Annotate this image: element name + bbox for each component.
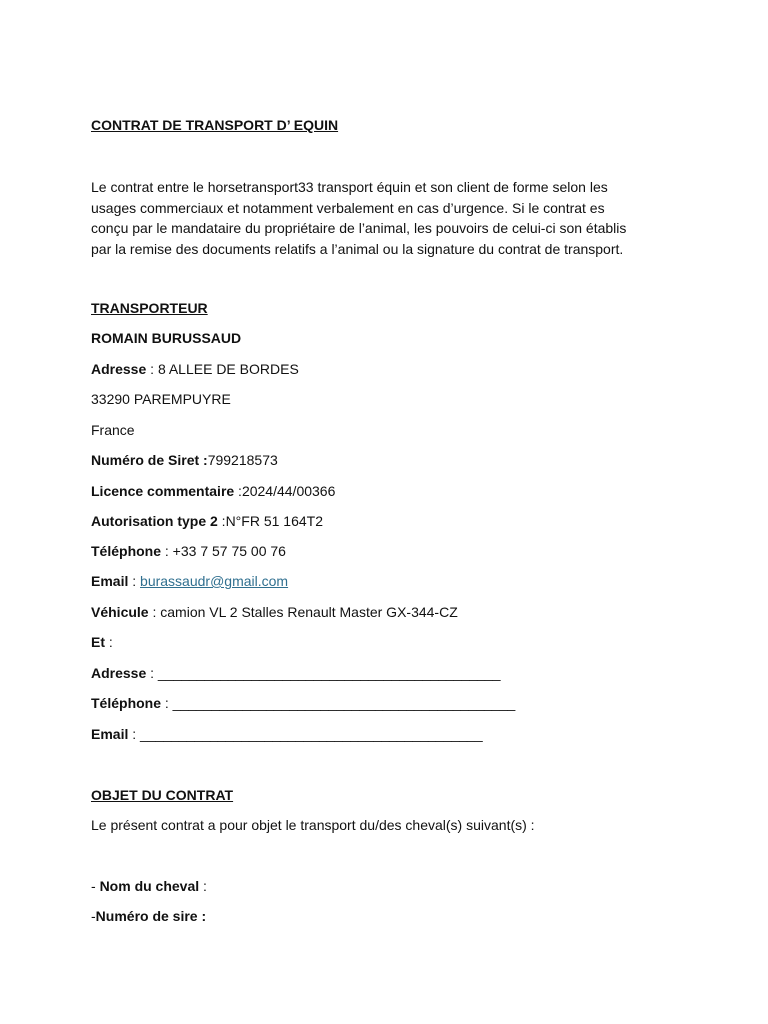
client-email-blank: : ____________________________________________ — [128, 726, 483, 742]
client-address — [91, 664, 501, 682]
horse-name-field — [91, 877, 207, 895]
address-separator: : — [146, 361, 158, 377]
client-address-label: Adresse — [91, 665, 147, 681]
address-label: Adresse — [91, 361, 147, 377]
autorisation-value: :N°FR 51 164T2 — [217, 513, 323, 529]
document-title: CONTRAT DE TRANSPORT D’ EQUIN — [91, 117, 339, 133]
email-label: Email — [91, 573, 129, 589]
client-email-label: Email — [91, 726, 129, 742]
transporteur-siret — [91, 451, 278, 469]
sire-prefix: - — [91, 908, 96, 924]
transporteur-autorisation — [91, 512, 323, 530]
transporteur-licence — [91, 482, 335, 500]
email-separator: : — [128, 573, 141, 589]
transporteur-phone — [91, 542, 286, 560]
licence-value: :2024/44/00366 — [234, 483, 336, 499]
client-phone-label: Téléphone — [91, 695, 162, 711]
objet-heading: OBJET DU CONTRAT — [91, 787, 234, 803]
transporteur-email — [91, 572, 288, 590]
et-separator: : — [105, 634, 113, 650]
intro-line: par la remise des documents relatifs a l’animal ou la signature du contrat de transport. — [91, 240, 624, 257]
et-label: Et — [91, 634, 105, 650]
intro-line: conçu par le mandataire du propriétaire de l’animal, les pouvoirs de celui-ci son établis — [91, 220, 627, 236]
phone-label: Téléphone — [91, 543, 162, 559]
horse-name-label: Nom du cheval — [99, 878, 200, 894]
phone-value: : +33 7 57 75 00 76 — [161, 543, 286, 559]
email-link[interactable]: burassaudr@gmail.com — [140, 573, 289, 589]
licence-label: Licence commentaire — [91, 483, 235, 499]
intro-line: usages commerciaux et notamment verbalement en cas d’urgence. Si le contrat es — [91, 199, 605, 216]
vehicle-value: : camion VL 2 Stalles Renault Master GX-344-CZ — [148, 604, 458, 620]
transporteur-name: ROMAIN BURUSSAUD — [91, 330, 242, 346]
client-et — [91, 633, 113, 651]
client-phone — [91, 694, 515, 712]
transporteur-country: France — [91, 422, 135, 438]
transporteur-heading: TRANSPORTEUR — [91, 300, 208, 316]
horse-name-prefix: - — [91, 878, 100, 894]
address-value: 8 ALLEE DE BORDES — [157, 361, 299, 377]
transporteur-vehicle — [91, 603, 458, 621]
intro-paragraph — [91, 177, 671, 259]
sire-number-field — [91, 907, 206, 925]
intro-line: Le contrat entre le horsetransport33 transport équin et son client de forme selon les — [91, 179, 608, 195]
siret-label: Numéro de Siret : — [91, 452, 208, 468]
sire-label: Numéro de sire : — [95, 908, 207, 924]
client-address-blank: : ____________________________________________ — [146, 665, 501, 681]
autorisation-label: Autorisation type 2 — [91, 513, 218, 529]
vehicle-label: Véhicule — [91, 604, 149, 620]
transporteur-address — [91, 360, 299, 378]
horse-name-separator: : — [199, 878, 207, 894]
client-email — [91, 725, 483, 743]
client-phone-blank: : ____________________________________________ — [161, 695, 516, 711]
transporteur-postal-city: 33290 PAREMPUYRE — [91, 391, 231, 407]
objet-text: Le présent contrat a pour objet le transport du/des cheval(s) suivant(s) : — [91, 817, 535, 833]
siret-value: 799218573 — [207, 452, 278, 468]
